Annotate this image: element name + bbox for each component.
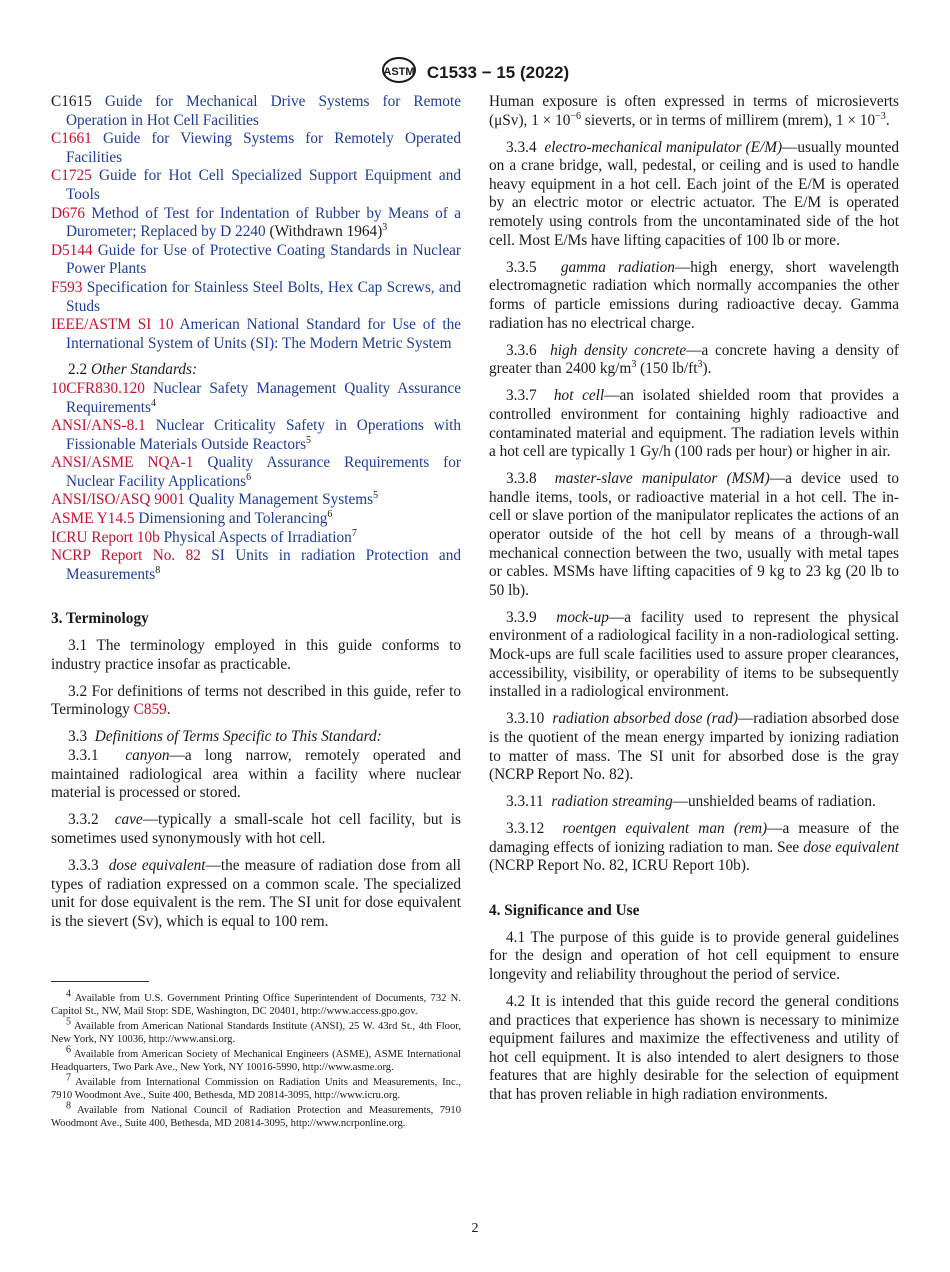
section-heading-terminology: 3. Terminology: [51, 610, 149, 628]
definition-number: 3.3.10: [506, 710, 545, 728]
definition-text: —a facility used to represent the physical environment of a radiological facility in a non-radiological setting. Mock-ups are full scale facilities used to assure proper clearances, accessibility, visibility, or operability of items to be subsequently installed in a radiological environment.: [489, 608, 899, 701]
reference-item: [51, 93, 461, 130]
left-column: [51, 93, 461, 1132]
footnote-text: Available from American National Standards Institute (ANSI), 25 W. 43rd St., 4th Floor, New York, NY 10036, http://www.ansi.org.: [51, 1021, 461, 1046]
definition-term: electro-mechanical manipulator (E/M): [544, 138, 783, 156]
definition-term: radiation absorbed dose (rad): [552, 710, 738, 728]
reference-title[interactable]: Guide for Hot Cell Specialized Support Equipment and Tools: [66, 167, 461, 203]
section-4-paragraphs: [489, 929, 899, 1105]
footnote-marker: 5: [373, 490, 379, 502]
footnote-marker: 8: [155, 564, 161, 576]
reference-title[interactable]: Nuclear Safety Management Quality Assurance Requirements: [66, 379, 462, 416]
footnote-marker: 3: [382, 222, 388, 234]
definition: [489, 470, 899, 600]
definition-number: 3.3.9: [506, 608, 537, 626]
reference-item: [51, 491, 461, 510]
definition: [489, 387, 899, 461]
definition: [489, 139, 899, 251]
reference-code[interactable]: ANSI/ANS-8.1: [51, 417, 146, 435]
footnote-marker: 7: [351, 527, 357, 539]
definitions-right: [489, 139, 899, 333]
definition-3-3-6: 3.3.6 high density concrete—a concrete having a density of greater than 2400 $kg/m^3$ (150 $lb/ft^3$).: [489, 341, 900, 378]
footnote-number: 7: [66, 1072, 71, 1084]
definition-number: 3.3.7: [506, 387, 537, 405]
paragraph-continuation: Human exposure is often expressed in terms of microsieverts (μSv), $1 \times 10^{-6}$ sieverts, or in terms of millirem (mrem), $1 \times 10^{-3}$.: [489, 93, 899, 129]
reference-title[interactable]: Physical Aspects of Irradiation: [163, 528, 352, 546]
reference-code[interactable]: ANSI/ASME NQA-1: [51, 454, 194, 472]
definition-number: 3.3.4: [506, 138, 537, 156]
svg-text:ASTM: ASTM: [383, 66, 415, 78]
definition-term: canyon: [125, 747, 170, 764]
reference-code[interactable]: D676: [51, 204, 85, 222]
reference-code: C1615: [51, 93, 92, 110]
reference-item: [51, 167, 461, 204]
definition-number: 3.3.8: [506, 470, 537, 488]
reference-title[interactable]: American National Standard for Use of the International System of Units (SI): The Modern Metric System: [66, 316, 462, 352]
right-column: [489, 93, 899, 1113]
definition-number: 3.3.1: [68, 747, 99, 764]
reference-code[interactable]: IEEE/ASTM SI 10: [51, 316, 174, 334]
footnote-divider: [51, 981, 149, 982]
reference-item: [51, 417, 461, 454]
definition: [489, 710, 899, 784]
reference-title[interactable]: Guide for Viewing Systems for Remotely Operated Facilities: [66, 130, 461, 166]
definition-term: dose equivalent: [108, 856, 206, 874]
definition-term: cave: [114, 811, 143, 829]
reference-item: [51, 130, 461, 167]
reference-item: [51, 205, 461, 242]
footnote-text: Available from U.S. Government Printing Office Superintendent of Documents, 732 N. Capitol St., NW, Mail Stop: SDE, Washington, DC 20401, http://www.access.gpo.gov.: [51, 993, 461, 1018]
definition-text: —typically a small-scale hot cell facility, but is sometimes used synonymously with hot cell.: [51, 811, 461, 847]
section-heading-significance: 4. Significance and Use: [489, 902, 640, 920]
astm-logo: [381, 56, 417, 89]
definitions-right-2: [489, 387, 899, 811]
footnote: [51, 1016, 461, 1046]
definition: [51, 747, 461, 803]
definition-text: —radiation absorbed dose is the quotient of the mean energy imparted by ionizing radiation to matter of mass. The SI unit for absorbed dose is the gray (NCRP Report No. 82).: [489, 710, 900, 784]
reference-code[interactable]: C1661: [51, 130, 92, 148]
page-number: 2: [471, 1221, 479, 1236]
reference-title[interactable]: Dimensioning and Tolerancing: [138, 510, 328, 528]
definition-text: —a long narrow, remotely operated and maintained radiological area within a facility where nuclear material is processed or stored.: [51, 747, 461, 802]
page-header: [0, 56, 950, 89]
definition-3-3-12: 3.3.12 roentgen equivalent man (rem)—a measure of the damaging effects of ionizing radiation to man. See dose equivalent (NCRP Report No. 82, ICRU Report 10b).: [489, 820, 900, 875]
footnote-marker: 5: [306, 434, 312, 446]
paragraph-3-1: 3.1 The terminology employed in this guide conforms to industry practice insofar as practicable.: [51, 637, 461, 673]
footnote: [51, 1044, 461, 1074]
footnote-text: Available from American Society of Mechanical Engineers (ASME), ASME International Headquarters, Two Park Ave., New York, NY 10016-5990, http://www.asme.org.: [51, 1049, 461, 1074]
definition: [489, 609, 899, 702]
reference-title[interactable]: Quality Management Systems: [188, 491, 374, 509]
footnote-number: 6: [66, 1044, 71, 1056]
reference-title[interactable]: Guide for Mechanical Drive Systems for Remote Operation in Hot Cell Facilities: [66, 93, 461, 129]
definition: [51, 811, 461, 848]
footnote-number: 8: [66, 1100, 71, 1112]
definition: [51, 857, 461, 931]
reference-code[interactable]: NCRP Report No. 82: [51, 547, 201, 565]
definition-number: 3.3.3: [68, 856, 99, 874]
footnote: [51, 1072, 461, 1102]
definition-text: —unshielded beams of radiation.: [672, 793, 876, 811]
footnotes: [51, 988, 461, 1130]
reference-item: [51, 510, 461, 529]
reference-code[interactable]: D5144: [51, 241, 93, 259]
reference-code[interactable]: ICRU Report 10b: [51, 528, 160, 546]
definition-term: master-slave manipulator (MSM): [554, 470, 770, 488]
reference-title[interactable]: Quality Assurance Requirements for Nuclear Facility Applications: [66, 454, 462, 490]
reference-code[interactable]: 10CFR830.120: [51, 379, 145, 397]
paragraph-4-1: 4.1 The purpose of this guide is to provide general guidelines for the design and operation of hot cell equipment to ensure longevity and reliability throughout the period of service.: [489, 928, 899, 983]
definition: [489, 259, 899, 333]
reference-item: [51, 380, 461, 417]
reference-code[interactable]: C1725: [51, 167, 92, 185]
footnote-text: Available from International Commission on Radiation Units and Measurements, Inc., 7910 Woodmont Ave., Suite 400, Bethesda, MD 20814-3095, http://www.icru.org.: [51, 1077, 461, 1102]
definition-term: mock-up: [556, 608, 609, 626]
paragraph-4-2: 4.2 It is intended that this guide record the general conditions and practices that experience has shown is necessary to minimize equipment failures and maximize the effectiveness and utility of hot cell equipment. It is also intended to alert designers to those features that are highly desirable for the selection of equipment that has proven reliable in high radiation environments.: [489, 992, 899, 1103]
definition-text: —an isolated shielded room that provides a controlled environment for containing highly radioactive and contaminated material and equipment. The radiation levels within a hot cell are typically 1 Gy/h (100 rads per hour) or higher in air.: [489, 387, 900, 461]
definition-text: —usually mounted on a crane bridge, wall, pedestal, or ceiling and is used to handle heavy equipment in a hot cell. Each joint of the E/M is operated by an electric motor or electric actuator. The E/M is operated remotely using controls from the uncontaminated side of the hot cell. Most E/Ms have lifting capacities of 100 lb or more.: [489, 138, 900, 249]
reference-item: [51, 547, 461, 584]
reference-item: [51, 316, 461, 353]
reference-item: [51, 454, 461, 491]
reference-code[interactable]: ANSI/ISO/ASQ 9001: [51, 491, 185, 509]
reference-code[interactable]: F593: [51, 278, 83, 296]
footnote-number: 5: [66, 1016, 71, 1028]
footnote-marker: 6: [246, 471, 252, 483]
footnote: [51, 988, 461, 1018]
footnote-text: Available from National Council of Radiation Protection and Measurements, 7910 Woodmont Ave., Suite 400, Bethesda, MD 20814-3095, http://www.ncrponline.org.: [51, 1105, 461, 1130]
reference-note: (Withdrawn 1964): [265, 223, 383, 241]
reference-title[interactable]: SI Units in radiation Protection and Measurements: [66, 547, 461, 583]
standard-designation: C1533 − 15 (2022): [426, 62, 570, 82]
definition-number: 3.3.5: [506, 258, 537, 276]
reference-title[interactable]: Method of Test for Indentation of Rubber by Means of a Durometer; Replaced by D 2240: [66, 204, 462, 241]
definition-number: 3.3.11: [506, 793, 544, 811]
definition-term: gamma radiation: [560, 258, 675, 276]
definition-number: 3.3.2: [68, 811, 99, 829]
link-c859[interactable]: C859: [133, 701, 167, 719]
referenced-documents-list: [51, 93, 461, 353]
definition: [489, 793, 899, 812]
reference-item: [51, 242, 461, 279]
definition-term: hot cell: [553, 387, 605, 405]
reference-title[interactable]: Guide for Use of Protective Coating Standards in Nuclear Power Plants: [66, 241, 462, 278]
footnote-marker: 6: [327, 508, 333, 520]
other-standards-list: [51, 380, 461, 585]
reference-item: [51, 529, 461, 548]
definition-term: radiation streaming: [551, 793, 673, 811]
reference-code[interactable]: ASME Y14.5: [51, 510, 135, 528]
definition-text: —high energy, short wavelength electromagnetic radiation which normally accompanies the other forms of particle emissions during radioactive decay. Gamma radiation has no electrical charge.: [489, 258, 899, 332]
definition-text: —a device used to handle items, tools, or radioactive material in a hot cell. The in-cell or slave portion of the manipulator replicates the actions of an operator outside of the hot cell by means of a through-wall mechanical connection between the two, usually with metal tapes or cables. MSMs have lifting capacities of 9 kg to 23 kg (20 lb to 50 lb).: [489, 470, 899, 599]
paragraph-3-3: 3.3 Definitions of Terms Specific to This Standard:: [68, 728, 382, 746]
reference-item: [51, 279, 461, 316]
other-standards-heading: 2.2 Other Standards:: [68, 361, 198, 379]
definitions-left: [51, 747, 461, 931]
footnote-number: 4: [66, 988, 71, 1000]
reference-title[interactable]: Specification for Stainless Steel Bolts, Hex Cap Screws, and Studs: [66, 278, 461, 315]
paragraph-3-2: 3.2 For definitions of terms not described in this guide, refer to Terminology C859.: [51, 682, 461, 719]
reference-title[interactable]: Nuclear Criticality Safety in Operations with Fissionable Materials Outside Reactors: [66, 417, 461, 453]
footnote: [51, 1100, 461, 1130]
footnote-marker: 4: [150, 397, 156, 409]
definition-text: —the measure of radiation dose from all types of radiation expressed on a common scale. The specialized unit for dose equivalent is the rem. The SI unit for dose equivalent is the sievert (Sv), which is equal to 100 rem.: [51, 856, 461, 930]
